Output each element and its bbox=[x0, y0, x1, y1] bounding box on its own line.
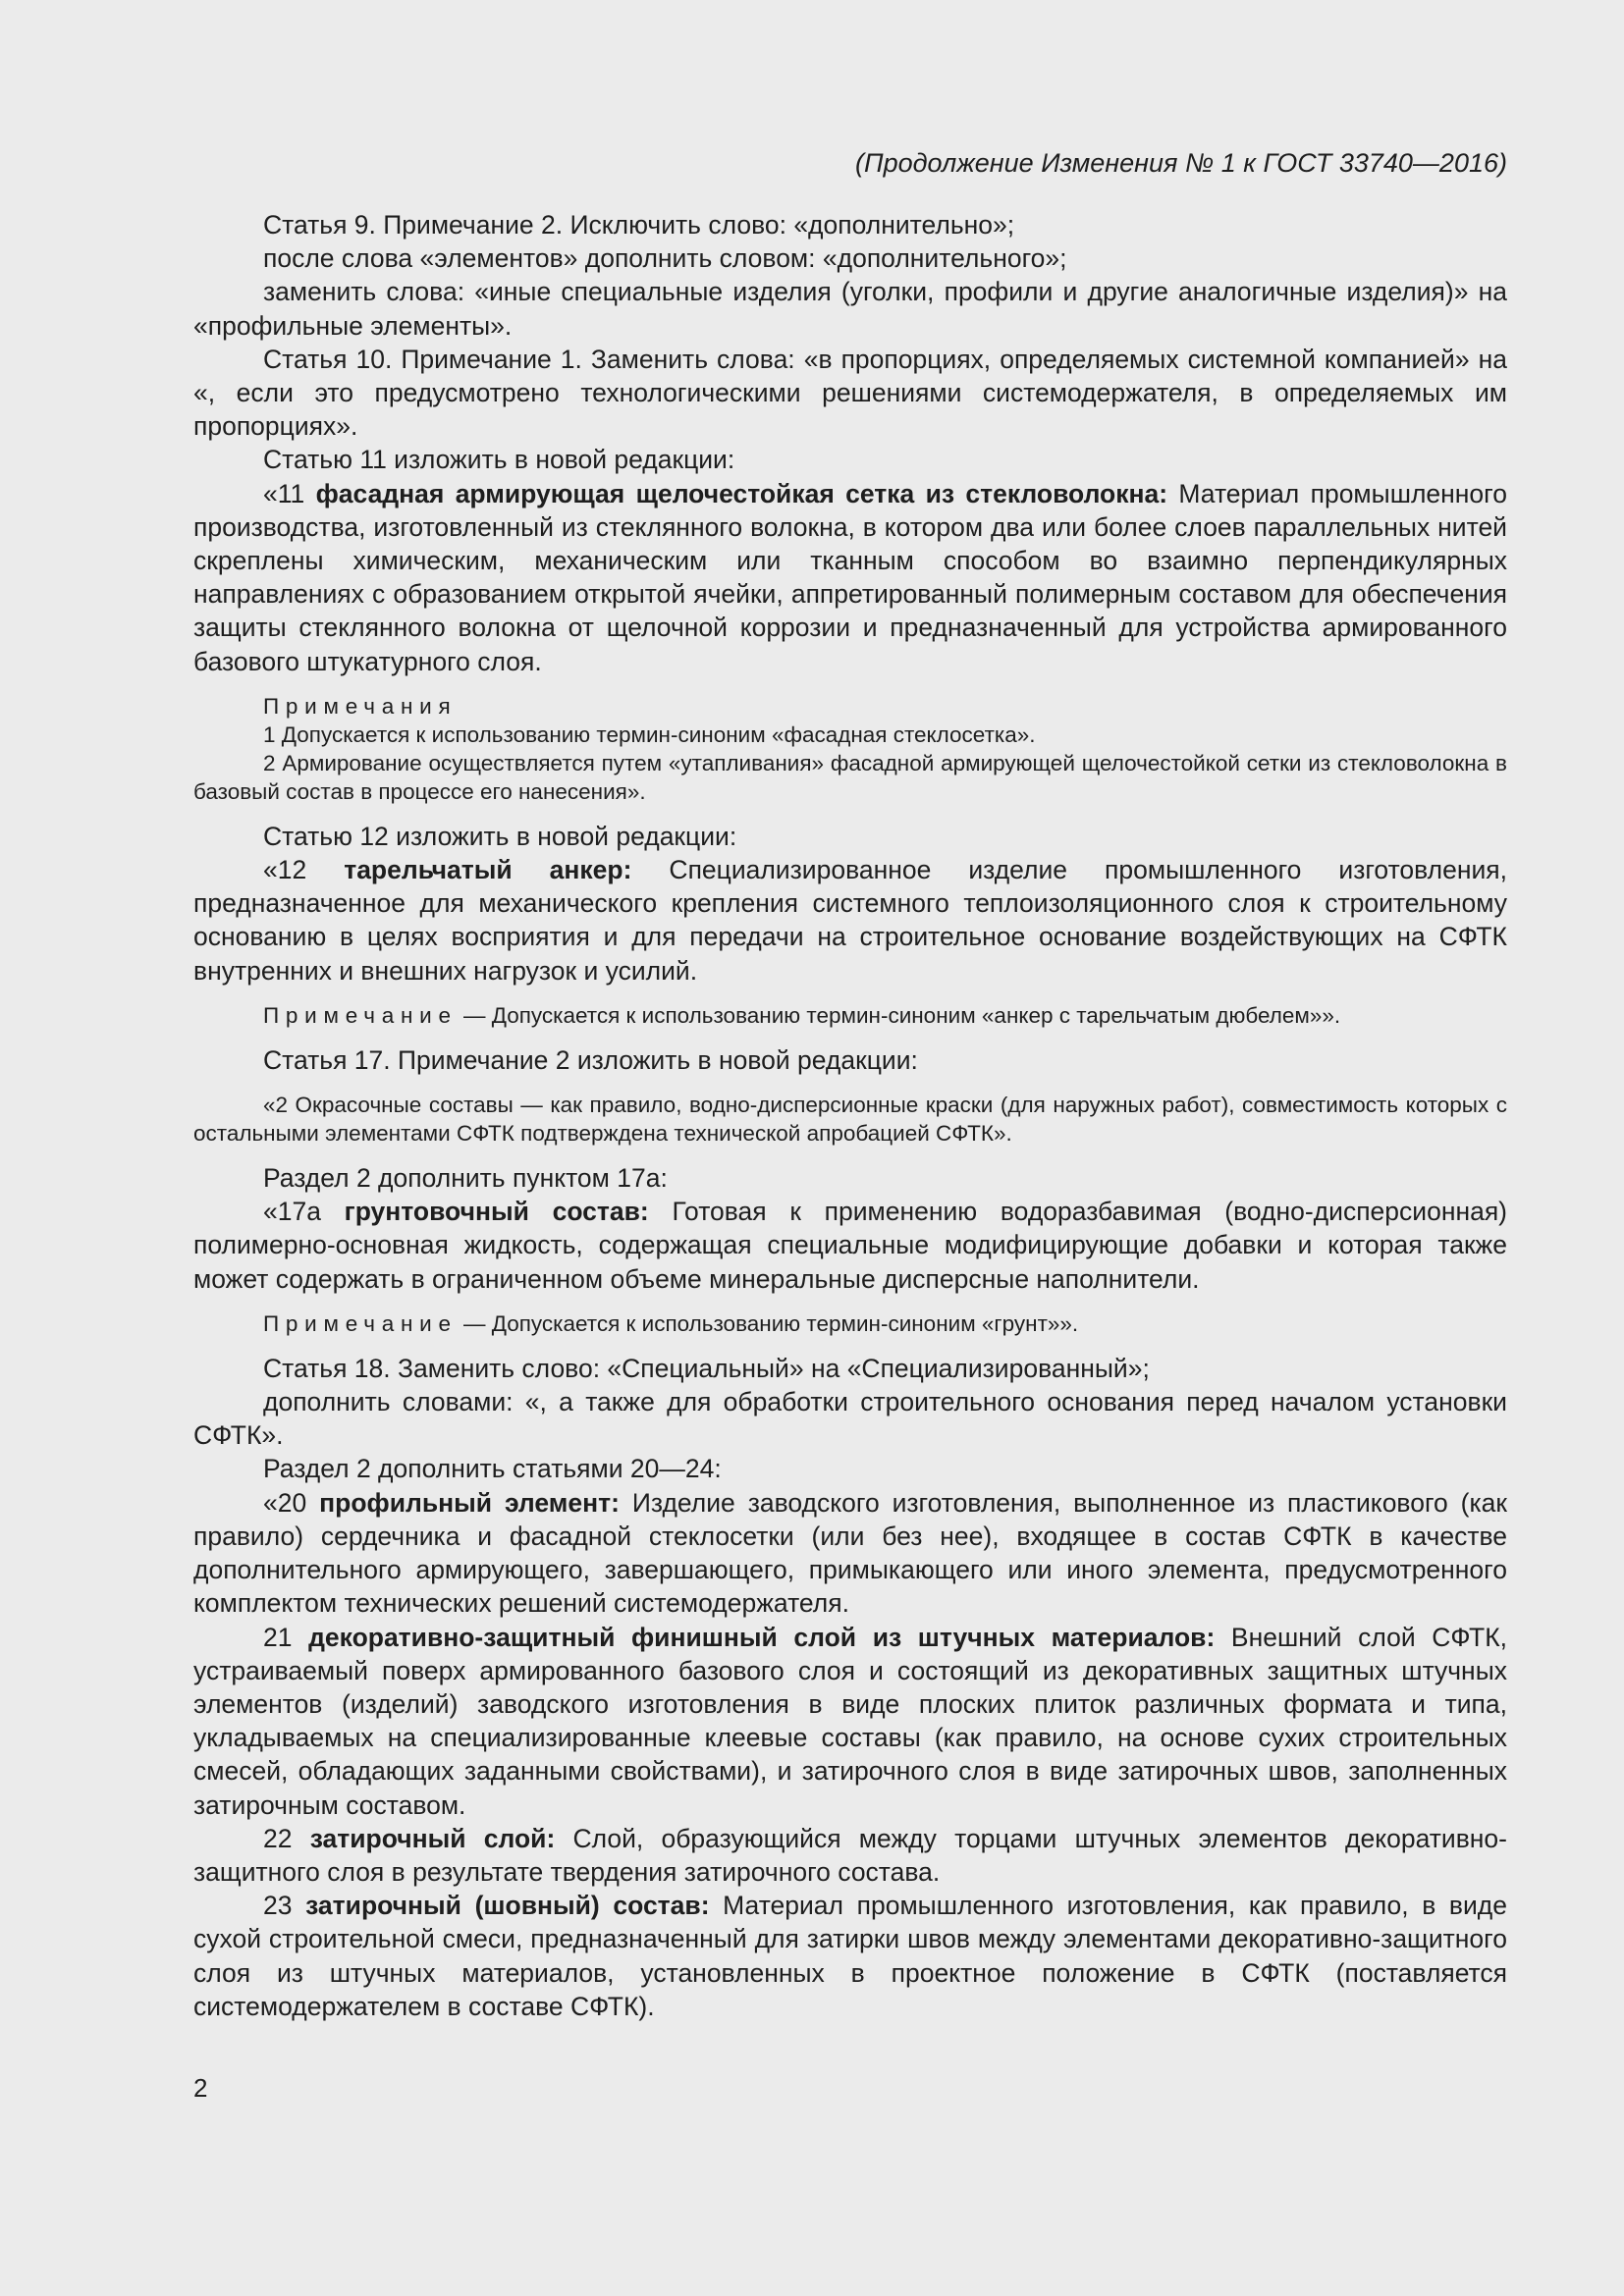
term-21 bbox=[193, 1621, 1507, 1822]
paragraph-article-9-replace: заменить слова: «иные специальные изделия (уголки, профили и другие аналогичные изделия)» на «профильные элементы». bbox=[193, 277, 1507, 341]
term-17a-prefix: «17а bbox=[263, 1197, 345, 1227]
term-20 bbox=[193, 1486, 1507, 1621]
term-22-text: Слой, образующийся между торцами штучных элементов декоративно-защитного слоя в результате твердения затирочного состава. bbox=[193, 1823, 1507, 1887]
paragraph-article-17: Статья 17. Примечание 2 изложить в новой редакции: bbox=[263, 1044, 918, 1075]
term-22-prefix: 22 bbox=[263, 1823, 310, 1853]
paragraph-section-2-20-24: Раздел 2 дополнить статьями 20—24: bbox=[263, 1454, 722, 1484]
note-17a-text: — Допускается к использованию термин-синоним «грунт»». bbox=[457, 1310, 1079, 1336]
term-22-title: затирочный слой: bbox=[309, 1823, 556, 1853]
paragraph-article-9-add: после слова «элементов» дополнить словом: «дополнительного»; bbox=[263, 243, 1067, 274]
term-23-title: затирочный (шовный) состав: bbox=[305, 1891, 710, 1921]
document-body bbox=[193, 208, 1507, 2023]
notes-11-title: Примечания bbox=[263, 693, 458, 719]
term-20-text: Изделие заводского изготовления, выполненное из пластикового (как правило) сердечника и фасадной стеклосетки (или без нее), входящее в состав СФТК в качестве дополнительного армирующего, завершающего, примыкающего или иного элемента, предусмотренного комплектом технических решений системодержателя. bbox=[193, 1487, 1508, 1619]
term-17a-title: грунтовочный состав: bbox=[344, 1197, 649, 1227]
term-20-title: профильный элемент: bbox=[319, 1487, 620, 1518]
note-17a bbox=[193, 1309, 1507, 1338]
term-17a-text: Готовая к применению водоразбавимая (водно-дисперсионная) полимерно-основная жидкость, содержащая специальные модифицирующие добавки и которая также может содержать в ограниченном объеме минеральные дисперсные наполнители. bbox=[193, 1197, 1507, 1294]
term-11-title: фасадная армирующая щелочестойкая сетка из стекловолокна: bbox=[315, 478, 1168, 508]
paragraph-article-12-intro: Статью 12 изложить в новой редакции: bbox=[263, 821, 737, 851]
term-23 bbox=[193, 1889, 1507, 2023]
page-number: 2 bbox=[193, 2073, 208, 2103]
notes-11-item-2: 2 Армирование осуществляется путем «утапливания» фасадной армирующей щелочестойкой сетки из стекловолокна в базовый состав в процессе его нанесения». bbox=[193, 750, 1507, 804]
note-12-label: Примечание bbox=[263, 1002, 458, 1028]
paragraph-article-10: Статья 10. Примечание 1. Заменить слова: «в пропорциях, определяемых системной компанией» на «, если это предусмотрено технологическими решениями системодержателя, в определяемых им пропорциях». bbox=[193, 344, 1507, 442]
note-12-text: — Допускается к использованию термин-синоним «анкер с тарельчатым дюбелем»». bbox=[457, 1002, 1341, 1028]
term-23-text: Материал промышленного изготовления, как правило, в виде сухой строительной смеси, предназначенный для затирки швов между элементами декоративно-защитного слоя из штучных материалов, установленных в проектное положение в СФТК (поставляется системодержателем в составе СФТК). bbox=[193, 1891, 1508, 2021]
paragraph-section-2-17a: Раздел 2 дополнить пунктом 17а: bbox=[263, 1163, 668, 1194]
term-12-prefix: «12 bbox=[263, 855, 345, 885]
term-21-prefix: 21 bbox=[263, 1622, 309, 1652]
term-11-text: Материал промышленного производства, изготовленный из стеклянного волокна, в котором два или более слоев параллельных нитей скреплены химическим, механическим или тканным способом во взаимно перпендикулярных направлениях с образованием открытой ячейки, аппретированный полимерным составом для обеспечения защиты стеклянного волокна от щелочной коррозии и предназначенный для устройства армированного базового штукатурного слоя. bbox=[193, 478, 1507, 676]
paragraph-article-18: Статья 18. Заменить слово: «Специальный» на «Специализированный»; bbox=[263, 1353, 1150, 1383]
term-20-prefix: «20 bbox=[263, 1487, 320, 1518]
term-12-title: тарельчатый анкер: bbox=[344, 855, 632, 885]
notes-11-item-1: 1 Допускается к использованию термин-синоним «фасадная стеклосетка». bbox=[263, 721, 1036, 747]
term-22 bbox=[193, 1822, 1507, 1889]
term-11 bbox=[193, 477, 1507, 678]
term-12 bbox=[193, 853, 1507, 988]
paragraph-article-11-intro: Статью 11 изложить в новой редакции: bbox=[263, 445, 735, 475]
note-17: «2 Окрасочные составы — как правило, водно-дисперсионные краски (для наружных работ), совместимость которых с остальными элементами СФТК подтверждена технической апробацией СФТК». bbox=[193, 1093, 1507, 1147]
paragraph-article-18-add: дополнить словами: «, а также для обработки строительного основания перед началом установки СФТК». bbox=[193, 1387, 1507, 1451]
note-17a-label: Примечание bbox=[263, 1310, 458, 1336]
term-21-text: Внешний слой СФТК, устраиваемый поверх армированного базового слоя и состоящий из декоративных защитных штучных элементов (изделий) заводского изготовления в виде плоских плиток различных формата и типа, укладываемых на специализированные клеевые составы (как правило, на основе сухих строительных смесей, обладающих заданными свойствами), и затирочного слоя в виде затирочных швов, заполненных затирочным составом. bbox=[193, 1622, 1508, 1820]
term-17a bbox=[193, 1195, 1507, 1296]
term-12-text: Специализированное изделие промышленного изготовления, предназначенное для механического крепления системного теплоизоляционного слоя к строительному основанию в целях восприятия и для передачи на строительное основание воздействующих на СФТК внутренних и внешних нагрузок и усилий. bbox=[193, 855, 1507, 986]
term-23-prefix: 23 bbox=[263, 1891, 306, 1921]
term-21-title: декоративно-защитный финишный слой из штучных материалов: bbox=[308, 1622, 1216, 1652]
note-12 bbox=[193, 1001, 1507, 1030]
paragraph-article-9: Статья 9. Примечание 2. Исключить слово: «дополнительно»; bbox=[263, 210, 1015, 240]
page-header: (Продолжение Изменения № 1 к ГОСТ 33740—2016) bbox=[855, 148, 1507, 178]
term-11-prefix: «11 bbox=[263, 478, 316, 508]
